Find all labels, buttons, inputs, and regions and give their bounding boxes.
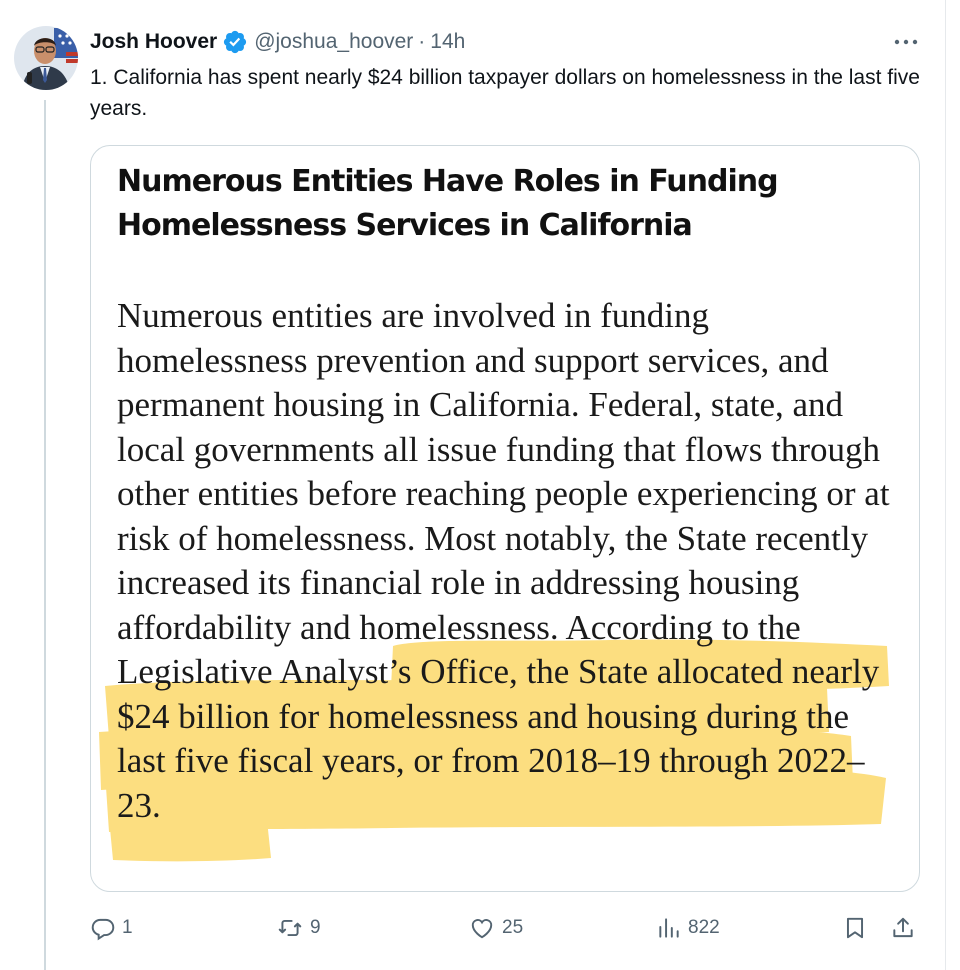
reply-icon [90,915,116,941]
bookmark-icon [842,915,868,941]
like-count: 25 [502,917,524,938]
bookmark-button[interactable] [842,908,868,948]
card-body-plain: Numerous entities are involved in funding homelessness prevention and support services, and permanent housing in California. Federal, state, and local governments all issue funding that flows through other entities before reaching people experiencing or at risk of homelessness. Most notably, the State recently increased its financial role in addressing housing affordability and homelessness. [117,296,890,647]
verified-badge-icon[interactable] [222,29,248,55]
repost-button[interactable] [276,908,321,948]
share-icon [890,915,916,941]
share-button[interactable] [890,908,916,948]
like-icon [468,915,496,941]
author-handle[interactable]: @joshua_hoover [254,30,414,53]
avatar[interactable] [14,26,78,90]
more-icon[interactable] [892,30,920,54]
reply-count: 1 [122,917,133,938]
card-body-highlighted: According to the Legislative Analyst’s Office, the State allocated nearly $24 billion for homelessness and housing during the last five fiscal years, or from 2018–19 through 2022–23. [117,607,880,825]
card-title: Numerous Entities Have Roles in Funding Homelessness Services in California [117,164,778,243]
views-button[interactable] [656,908,720,948]
action-bar [0,908,945,948]
post-text: 1. California has spent nearly $24 billion taxpayer dollars on homelessness in the last five years. [90,66,920,120]
views-icon [656,915,682,941]
views-count: 822 [688,917,720,938]
post-header [90,28,465,56]
author-name[interactable]: Josh Hoover [90,30,218,53]
repost-icon [276,915,304,941]
separator-dot: · [418,30,426,53]
post-time[interactable]: 14h [430,30,466,53]
timeline-border [945,0,946,970]
card-body [117,294,897,828]
quoted-image-card[interactable] [90,145,920,892]
repost-count: 9 [310,917,321,938]
like-button[interactable] [468,908,523,948]
reply-button[interactable] [90,908,133,948]
thread-line [44,100,46,970]
